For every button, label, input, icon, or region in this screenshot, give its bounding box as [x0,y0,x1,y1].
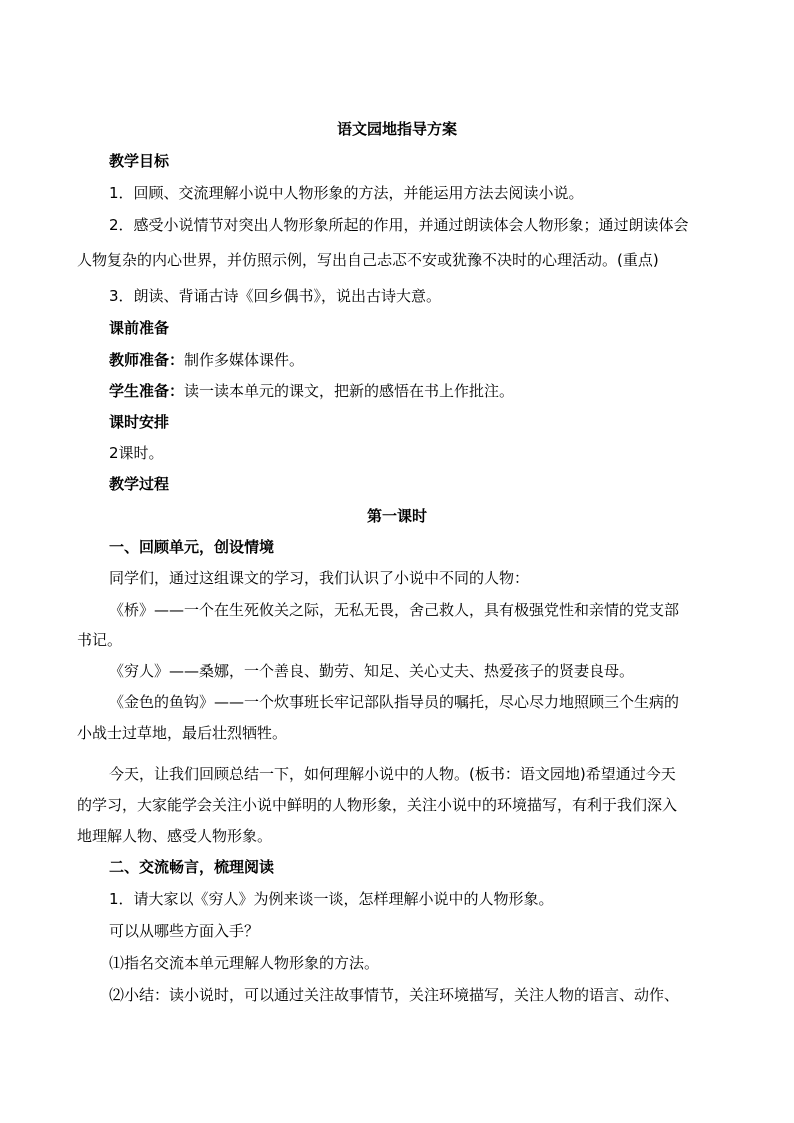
teacher-prep-text: 制作多媒体课件。 [184,351,305,369]
poor-text: 《穷人》——桑娜，一个善良、勤劳、知足、关心丈夫、热爱孩子的贤妻良母。 [109,662,635,680]
student-prep-text: 读一读本单元的课文，把新的感悟在书上作批注。 [184,382,515,400]
item-2: ⑵小结：读小说时，可以通过关注故事情节，关注环境描写，关注人物的语言、动作、 [109,986,680,1004]
today-line-3: 地理解人物、感受人物形象。 [77,827,273,845]
student-prep-label: 学生准备： [109,382,185,400]
schedule-text: 2课时。 [109,444,164,462]
hook-line-2: 小战士过草地，最后壮烈牺牲。 [77,724,288,742]
bridge-line-1: 《桥》——一个在生死攸关之际，无私无畏，舍己救人，具有极强党性和亲情的党支部 [109,601,680,619]
goal-3: 3．朗读、背诵古诗《回乡偶书》，说出古诗大意。 [109,287,442,305]
question-1: 1．请大家以《穷人》为例来谈一谈，怎样理解小说中的人物形象。 [109,890,554,908]
student-prep [109,381,514,401]
teacher-prep [109,350,304,370]
document-title: 语文园地指导方案 [336,120,457,138]
hook-line-1: 《金色的鱼钩》——一个炊事班长牢记部队指导员的嘱托，尽心尽力地照顾三个生病的 [109,693,680,711]
bridge-line-2: 书记。 [77,631,123,649]
lesson-title: 第一课时 [366,507,427,525]
today-line-2: 的学习，大家能学会关注小说中鲜明的人物形象，关注小说中的环境描写，有利于我们深入 [77,796,678,814]
goals-heading: 教学目标 [109,152,170,170]
process-heading: 教学过程 [109,475,170,493]
schedule-heading: 课时安排 [109,413,170,431]
question-1-follow: 可以从哪些方面入手？ [109,922,260,940]
intro-text: 同学们，通过这组课文的学习，我们认识了小说中不同的人物： [109,569,530,587]
goal-1: 1．回顾、交流理解小说中人物形象的方法，并能运用方法去阅读小说。 [109,184,584,202]
part-1-heading: 一、回顾单元，创设情境 [109,538,275,556]
today-line-1: 今天，让我们回顾总结一下，如何理解小说中的人物。(板书：语文园地)希望通过今天 [109,765,676,783]
goal-2-line-1: 2．感受小说情节对突出人物形象所起的作用，并通过朗读体会人物形象；通过朗读体会 [109,216,689,234]
item-1: ⑴指名交流本单元理解人物形象的方法。 [109,954,380,972]
goal-2-line-2: 人物复杂的内心世界，并仿照示例，写出自己忐忑不安或犹豫不决时的心理活动。(重点) [77,251,659,269]
part-2-heading: 二、交流畅言，梳理阅读 [109,858,275,876]
prep-heading: 课前准备 [109,319,170,337]
teacher-prep-label: 教师准备： [109,351,185,369]
